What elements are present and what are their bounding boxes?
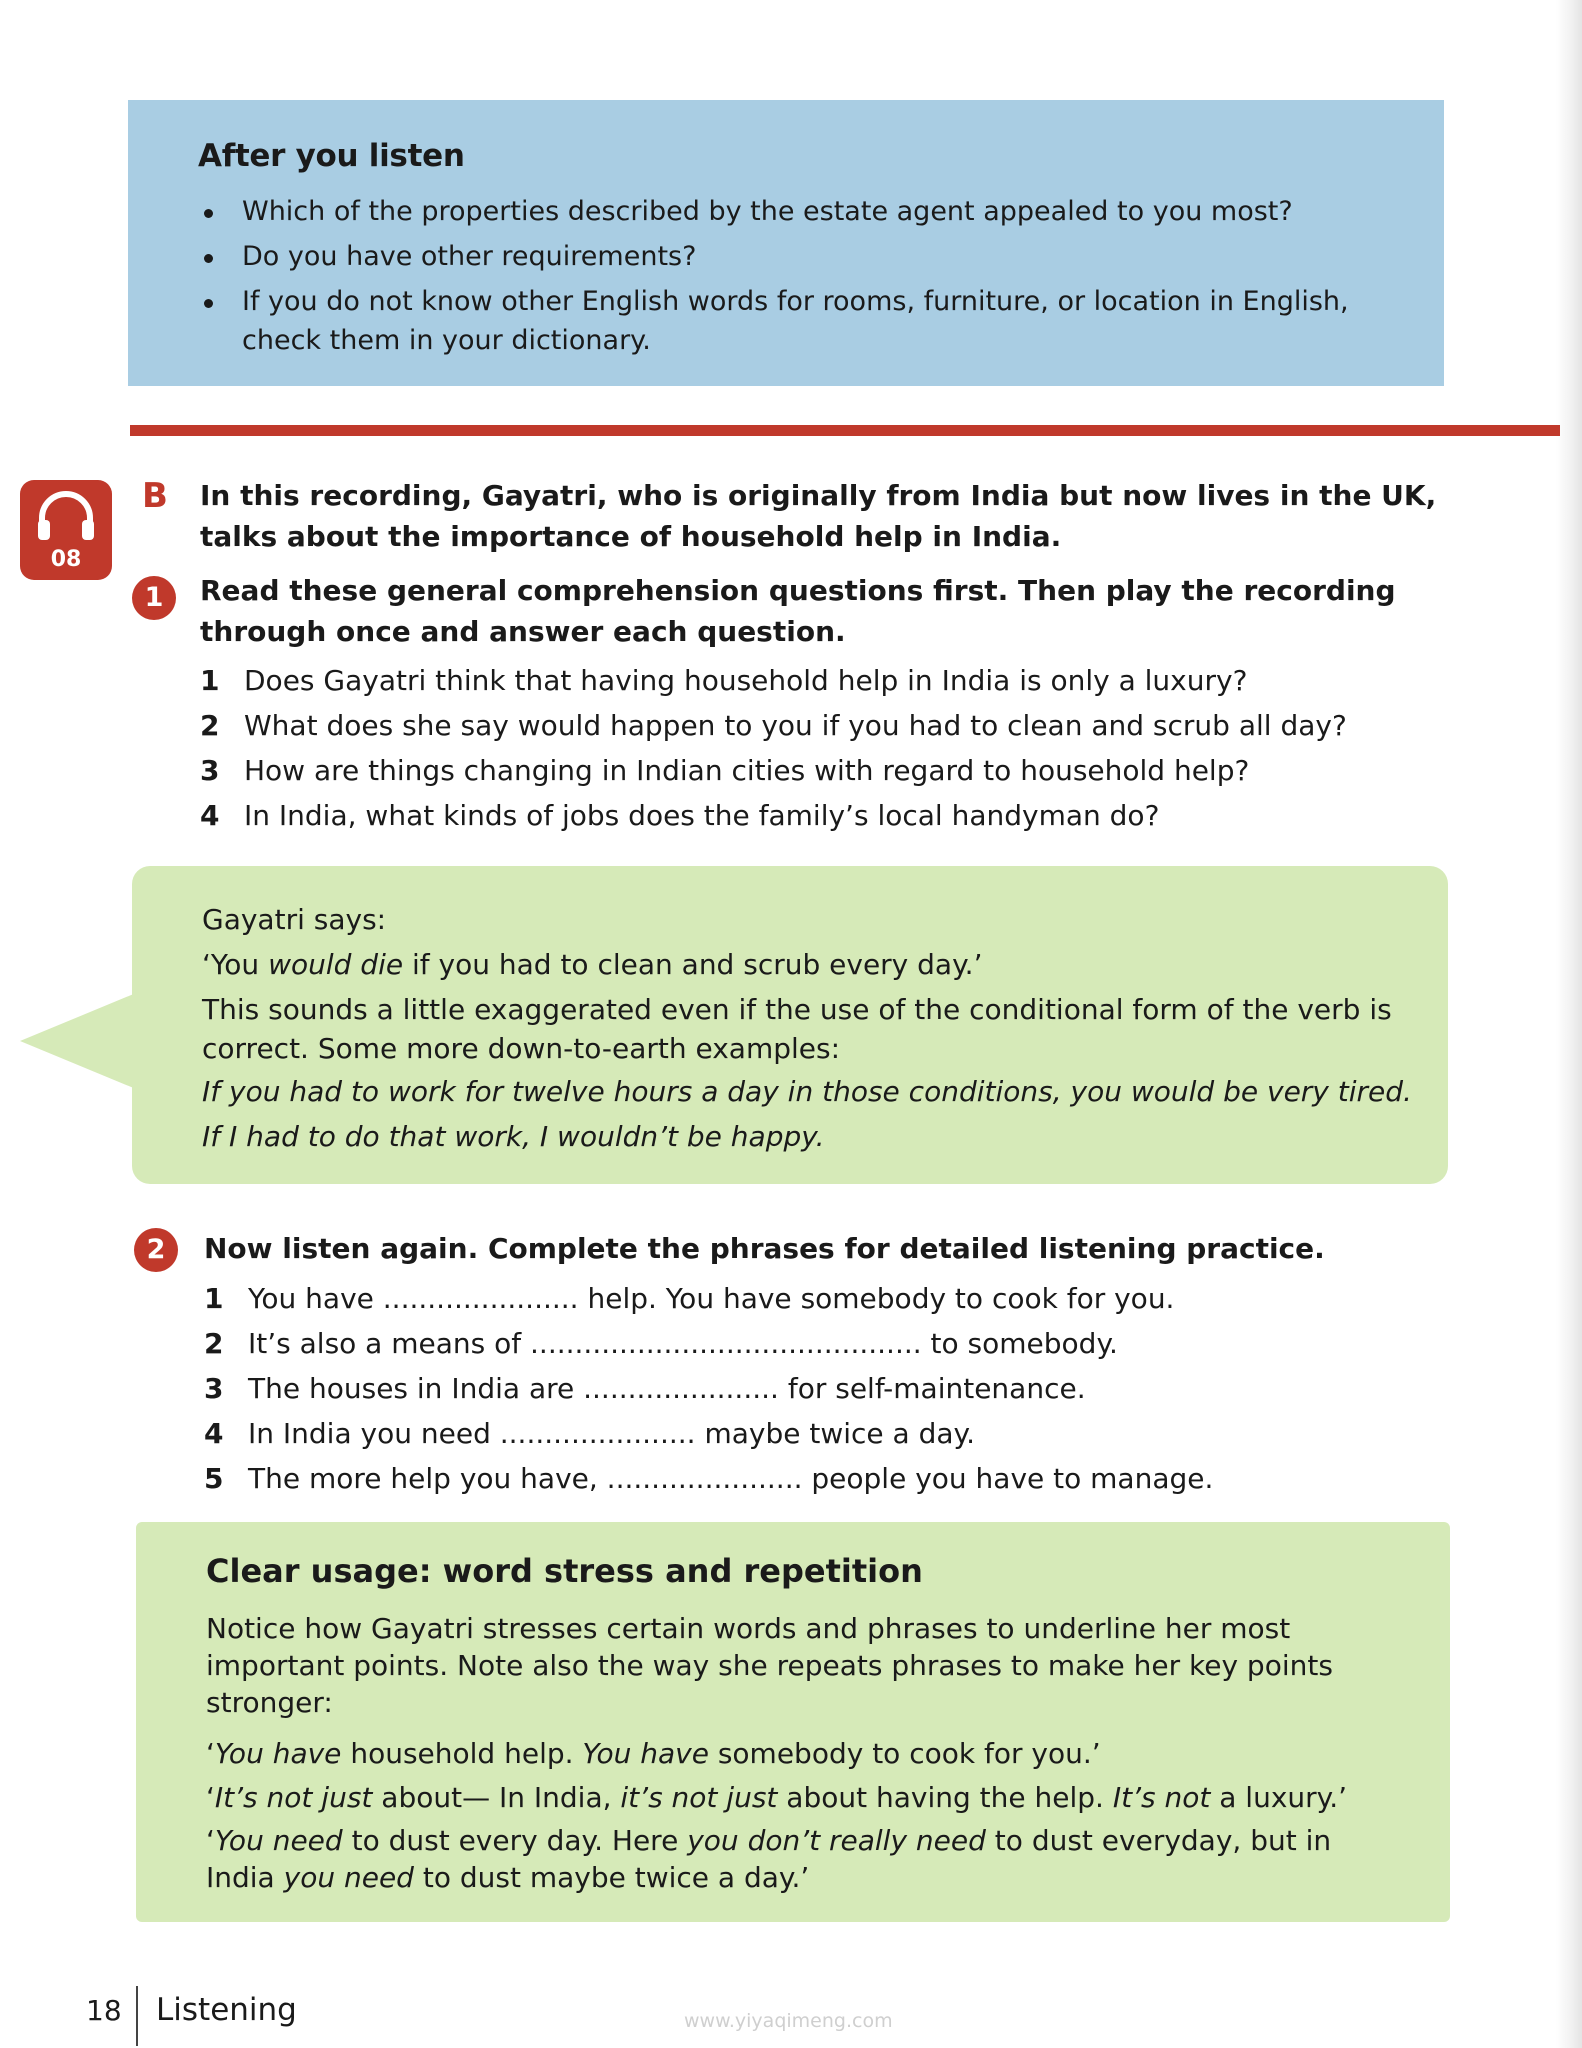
audio-track-button[interactable]	[20, 480, 112, 580]
item-text: What does she say would happen to you if you had to clean and scrub all day?	[244, 709, 1347, 742]
step-number-badge: 2	[134, 1228, 178, 1272]
item-number: 3	[200, 754, 220, 787]
item-text: The houses in India are ...................... for self-maintenance.	[248, 1372, 1086, 1405]
phrase-list	[204, 1280, 1444, 1505]
usage-example: ‘You have household help. You have somebody to cook for you.’	[206, 1737, 1101, 1770]
item-text: In India you need ...................... maybe twice a day.	[248, 1417, 976, 1450]
item-number: 4	[200, 799, 220, 832]
list-item	[200, 662, 1450, 700]
after-you-listen-list	[198, 192, 1398, 366]
item-text: In India, what kinds of jobs does the family’s local handyman do?	[244, 799, 1160, 832]
clear-usage-notice: Notice how Gayatri stresses certain words and phrases to underline her most important points. Note also the way she repeats phrases to make her key points stronger:	[206, 1612, 1333, 1719]
item-number: 1	[200, 664, 220, 697]
item-number: 3	[204, 1372, 224, 1405]
page-edge	[1556, 0, 1582, 2048]
list-item	[204, 1460, 1444, 1498]
item-text: You have ...................... help. You have somebody to cook for you.	[248, 1282, 1175, 1315]
item-text: It’s also a means of ............................................ to somebody.	[248, 1327, 1118, 1360]
usage-example: ‘You need to dust every day. Here you don’t really need to dust everyday, but in India you need to dust maybe twice a day.’	[206, 1824, 1332, 1894]
item-number: 1	[204, 1282, 224, 1315]
audio-track-number: 08	[50, 547, 82, 572]
footer-divider	[136, 1986, 138, 2046]
page-number: 18	[86, 1994, 122, 2027]
list-item: If you do not know other English words for rooms, furniture, or location in English, check them in your dictionary.	[198, 282, 1398, 360]
list-item: Which of the properties described by the estate agent appealed to you most?	[198, 192, 1398, 231]
gayatri-says-label: Gayatri says:	[202, 903, 387, 936]
item-text: The more help you have, ...................... people you have to manage.	[248, 1462, 1214, 1495]
callout-pointer	[20, 993, 136, 1089]
item-text: Does Gayatri think that having household help in India is only a luxury?	[244, 664, 1248, 697]
example-sentence: If you had to work for twelve hours a day in those conditions, you would be very tired.	[202, 1075, 1412, 1108]
list-item	[200, 707, 1450, 745]
section-letter: B	[142, 476, 168, 516]
list-item	[200, 752, 1450, 790]
item-number: 5	[204, 1462, 224, 1495]
clear-usage-title: Clear usage: word stress and repetition	[206, 1552, 923, 1590]
after-you-listen-box	[128, 100, 1444, 386]
step-number-badge: 1	[132, 576, 176, 620]
item-text: How are things changing in Indian cities with regard to household help?	[244, 754, 1250, 787]
step-instruction: Read these general comprehension questions first. Then play the recording through once and answer each question.	[200, 574, 1396, 648]
headphones-icon	[34, 488, 98, 544]
list-item: Do you have other requirements?	[198, 237, 1398, 276]
gayatri-comment: This sounds a little exaggerated even if the use of the conditional form of the verb is correct. Some more down-to-earth examples:	[202, 993, 1392, 1065]
question-list	[200, 662, 1450, 842]
step-instruction: Now listen again. Complete the phrases for detailed listening practice.	[204, 1232, 1325, 1265]
section-divider	[130, 425, 1560, 436]
section-intro: In this recording, Gayatri, who is originally from India but now lives in the UK, talks about the importance of household help in India.	[200, 479, 1437, 553]
example-sentence: If I had to do that work, I wouldn’t be happy.	[202, 1120, 825, 1153]
gayatri-quote: ‘You would die if you had to clean and scrub every day.’	[202, 948, 983, 981]
footer-section-title: Listening	[156, 1992, 297, 2028]
watermark: www.yiyaqimeng.com	[684, 2010, 893, 2032]
list-item	[204, 1415, 1444, 1453]
item-number: 2	[200, 709, 220, 742]
list-item	[200, 797, 1450, 835]
usage-example: ‘It’s not just about— In India, it’s not just about having the help. It’s not a luxury.’	[206, 1781, 1348, 1814]
item-number: 4	[204, 1417, 224, 1450]
list-item	[204, 1325, 1444, 1363]
item-number: 2	[204, 1327, 224, 1360]
list-item	[204, 1280, 1444, 1318]
after-you-listen-title: After you listen	[198, 138, 465, 174]
list-item	[204, 1370, 1444, 1408]
